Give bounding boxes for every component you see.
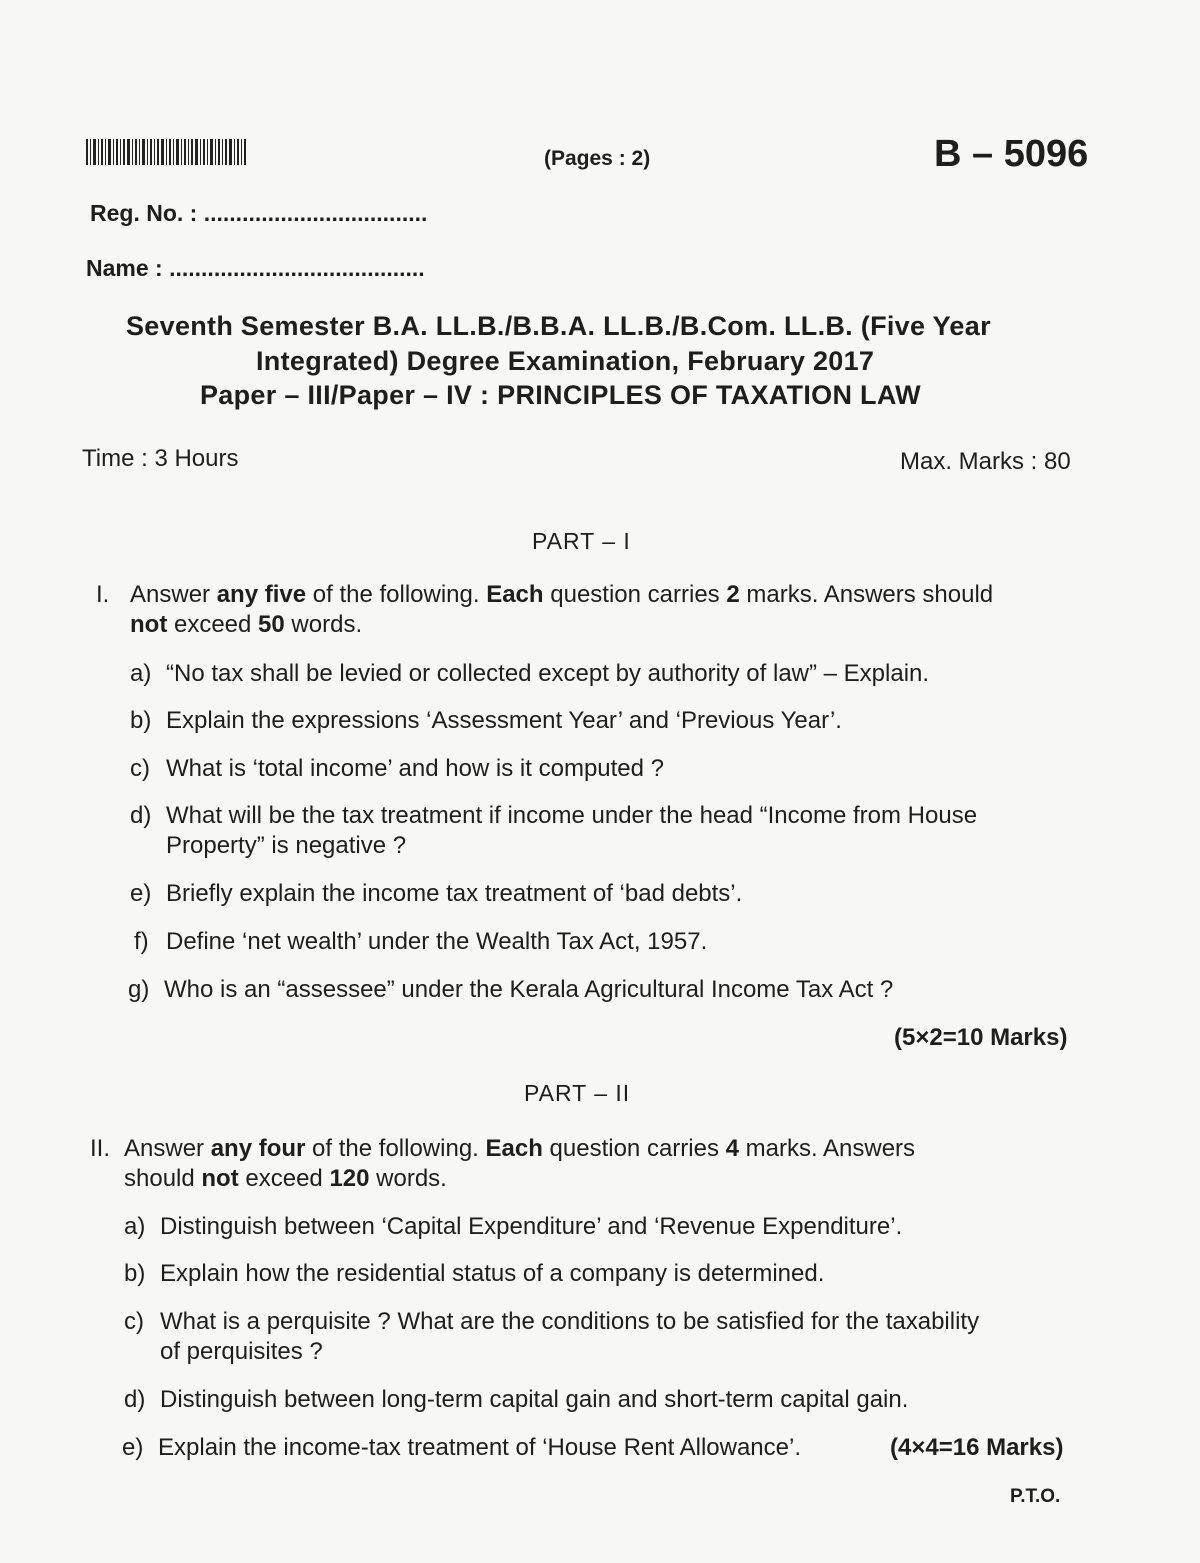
part-1-heading: PART – I (532, 528, 631, 554)
question-text: What is ‘total income’ and how is it computed ? (166, 755, 665, 782)
question-2d (124, 1386, 908, 1414)
part-1-number: I. (96, 581, 110, 608)
question-label: e) (122, 1434, 144, 1461)
question-1b (130, 707, 842, 735)
paper-code: B – 5096 (934, 133, 1089, 175)
question-1g (128, 976, 893, 1004)
title-line-1: Seventh Semester B.A. LL.B./B.B.A. LL.B./B.Com. LL.B. (Five Year (126, 311, 991, 341)
part-2-instruction: II. Answer any four of the following. Each question carries 4 marks. Answers (90, 1135, 916, 1162)
part-2-marks: (4×4=16 Marks) (890, 1434, 1064, 1461)
question-label: c) (130, 755, 150, 782)
part-2-instruction-line-2: should not exceed 120 words. (124, 1165, 447, 1192)
max-marks: Max. Marks : 80 (900, 448, 1071, 475)
question-text: What will be the tax treatment if income under the head “Income from House (166, 802, 978, 829)
question-text: Explain the expressions ‘Assessment Year’ and ‘Previous Year’. (166, 707, 842, 734)
question-text: Who is an “assessee” under the Kerala Agricultural Income Tax Act ? (164, 976, 894, 1003)
question-text: Explain the income-tax treatment of ‘House Rent Allowance’. (158, 1434, 801, 1461)
question-2e (122, 1434, 801, 1462)
question-label: a) (130, 660, 152, 687)
reg-no-dots: ................................... (203, 200, 428, 226)
part-2-number: II. (90, 1135, 111, 1162)
part-1-marks: (5×2=10 Marks) (894, 1024, 1068, 1051)
title-line-2: Integrated) Degree Examination, February 2017 (256, 346, 875, 376)
question-label: d) (130, 802, 152, 829)
question-2a (124, 1213, 902, 1241)
reg-no-field[interactable] (90, 200, 427, 227)
reg-no-label: Reg. No. : (90, 200, 198, 226)
part-1-instruction: I. Answer any five of the following. Each question carries 2 marks. Answers should (96, 581, 994, 608)
question-label: d) (124, 1386, 146, 1413)
question-1e (130, 880, 742, 908)
question-label: f) (134, 928, 149, 955)
part-1-instruction-line-2: not exceed 50 words. (130, 611, 363, 638)
question-2b (124, 1260, 824, 1288)
please-turn-over: P.T.O. (1010, 1486, 1061, 1507)
pages-count: (Pages : 2) (544, 147, 651, 170)
question-text: Distinguish between long-term capital gain and short-term capital gain. (160, 1386, 909, 1413)
question-label: b) (124, 1260, 146, 1287)
question-text: Define ‘net wealth’ under the Wealth Tax Act, 1957. (166, 928, 708, 955)
question-text: What is a perquisite ? What are the conditions to be satisfied for the taxability (160, 1308, 980, 1335)
question-1f (134, 928, 707, 956)
question-1a (130, 660, 929, 688)
barcode-icon (86, 139, 246, 165)
question-text: Distinguish between ‘Capital Expenditure’ and ‘Revenue Expenditure’. (160, 1213, 903, 1240)
question-1d-continued: Property” is negative ? (166, 832, 407, 859)
question-1d (130, 802, 977, 830)
question-text: Briefly explain the income tax treatment of ‘bad debts’. (166, 880, 743, 907)
question-label: b) (130, 707, 152, 734)
name-field[interactable] (86, 255, 425, 282)
question-1c (130, 755, 664, 783)
question-label: e) (130, 880, 152, 907)
exam-time: Time : 3 Hours (82, 445, 239, 472)
question-label: a) (124, 1213, 146, 1240)
question-text: “No tax shall be levied or collected except by authority of law” – Explain. (166, 660, 930, 687)
title-line-3: Paper – III/Paper – IV : PRINCIPLES OF TAXATION LAW (200, 380, 921, 410)
name-label: Name : (86, 255, 163, 281)
question-label: c) (124, 1308, 144, 1335)
part-2-heading: PART – II (524, 1080, 631, 1106)
question-text: Explain how the residential status of a company is determined. (160, 1260, 825, 1287)
question-2c (124, 1308, 979, 1336)
question-2c-continued: of perquisites ? (160, 1338, 323, 1365)
question-label: g) (128, 976, 150, 1003)
name-dots: ........................................ (169, 255, 425, 281)
